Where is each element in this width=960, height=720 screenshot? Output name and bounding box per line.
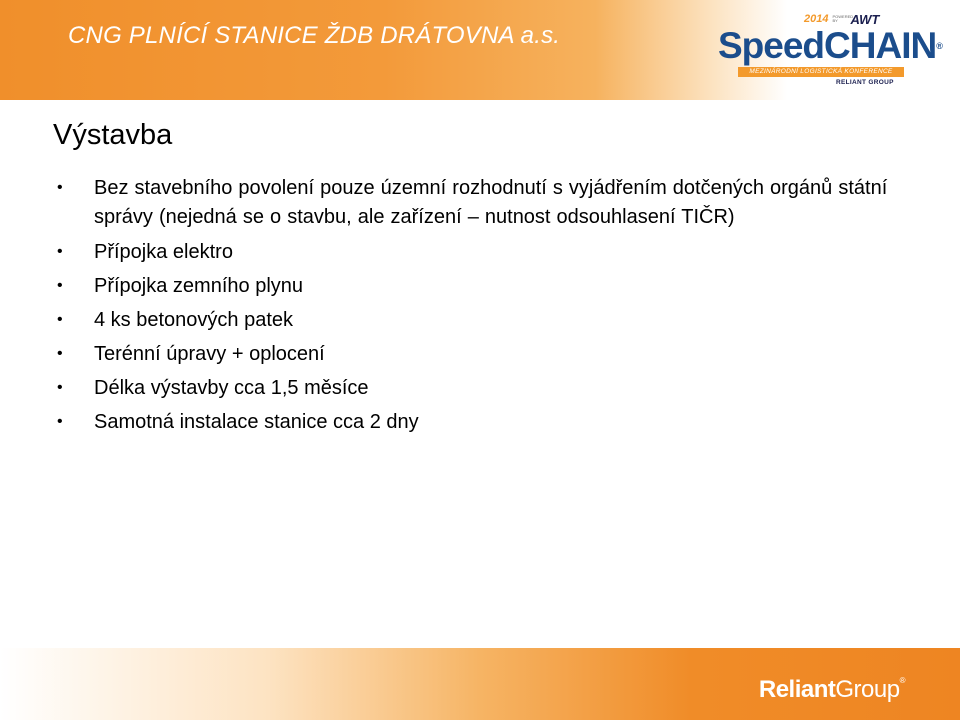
logo-wordmark xyxy=(718,26,942,66)
bullet-item xyxy=(57,272,917,300)
bullet-item xyxy=(57,408,917,436)
bullet-item xyxy=(57,306,917,334)
bullet-text: Přípojka elektro xyxy=(94,241,233,263)
logo-subtitle: MEZINÁRODNÍ LOGISTICKÁ KONFERENCE xyxy=(738,67,904,77)
bullet-text: Délka výstavby cca 1,5 měsíce xyxy=(94,377,369,399)
bullet-text: Terénní úpravy + oplocení xyxy=(94,343,325,365)
bullet-text: Přípojka zemního plynu xyxy=(94,275,304,297)
slide-heading: Výstavba xyxy=(53,119,173,151)
reliant-group-logo xyxy=(759,676,905,704)
bullet-item xyxy=(57,238,917,266)
logo-powered-by: POWERED BY xyxy=(832,14,854,23)
logo-wordmark-speed: Speed xyxy=(718,25,825,66)
bullet-icon: • xyxy=(57,243,63,260)
bullet-icon: • xyxy=(57,345,63,362)
bullet-item xyxy=(57,340,917,368)
footer-logo-group: Group xyxy=(835,676,900,703)
bullet-icon: • xyxy=(57,277,63,294)
bullet-icon: • xyxy=(57,179,63,196)
logo-wordmark-chain: CHAIN xyxy=(824,25,937,66)
bullet-text: Samotná instalace stanice cca 2 dny xyxy=(94,411,419,433)
bullet-item xyxy=(57,174,917,232)
header-title: CNG PLNÍCÍ STANICE ŽDB DRÁTOVNA a.s. xyxy=(68,22,561,49)
bullet-text: 4 ks betonových patek xyxy=(94,309,294,331)
bullet-icon: • xyxy=(57,311,63,328)
bullet-list xyxy=(57,174,917,442)
logo-year: 2014 xyxy=(804,13,829,25)
footer-band xyxy=(0,648,960,720)
logo-reliant-group: RELIANT GROUP xyxy=(836,79,894,86)
bullet-icon: • xyxy=(57,379,63,396)
speedchain-logo xyxy=(714,8,942,92)
bullet-icon: • xyxy=(57,413,63,430)
bullet-text: Bez stavebního povolení pouze územní rozhodnutí s vyjádřením dotčených orgánů státní správy (nejedná se o stavbu, ale zařízení – nutnost odsouhlasení TIČR) xyxy=(94,177,888,228)
footer-logo-reliant: Reliant xyxy=(758,676,836,703)
logo-registered-mark: ® xyxy=(936,41,942,51)
footer-registered-mark: ® xyxy=(899,676,905,685)
awt-logo: AWT xyxy=(850,11,880,27)
bullet-item xyxy=(57,374,917,402)
